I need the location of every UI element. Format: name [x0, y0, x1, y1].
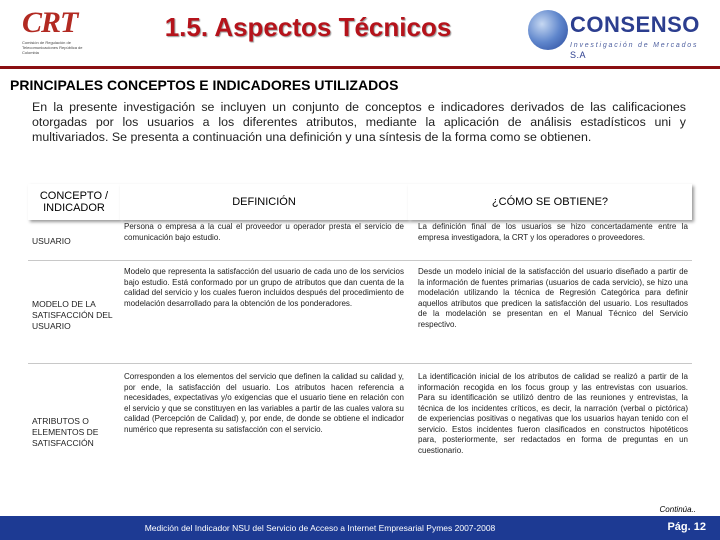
how-cell: Desde un modelo inicial de la satisfacción del usuario diseñado a partir de la información de fuentes primarias (usuarios de cada servicio), se hizo una modelación utilizando la técnica de Regresión Categórica para definir aquellos atributos que predicen la satisfacción del usuario. Los resultados de la modelación se presentan en el Manual Técnico del Servicio respectivo. — [408, 261, 692, 364]
intro-paragraph: En la presente investigación se incluyen un conjunto de conceptos e indicadores derivados de las calificaciones otorgadas por los usuarios a los diferentes atributos, mediante la aplicación de análisis estadísticos uni y multivariados. Se presenta a continuación una definición y una síntesis de la forma como se obtienen. — [32, 100, 686, 144]
definition-cell: Corresponden a los elementos del servicio que definen la calidad su calidad y, por ende, la satisfacción del usuario. Los atributos hacen referencia a necesidades, expectativas y/o exigencias que el usuario tiene en relación con el servicio y que se constituyen en las variables a partir de las cuales valora su calidad (Percepción de Calidad) y, por ende, de donde se obtiene el indicador numérico que representa su satisfacción con el servicio. — [124, 372, 404, 434]
concept-cell: MODELO DE LA SATISFACCIÓN DEL USUARIO — [28, 261, 120, 364]
consenso-tagline: Investigación de Mercados — [570, 42, 699, 49]
definition-cell: Modelo que representa la satisfacción del usuario de cada uno de los servicios bajo estudio. Está conformado por un grupo de atributos que dan cuenta de la calidad del servicio y los cuales fueron incluidos después del procedimiento de modelación desarrollado para la obtención de los ponderadores. — [120, 261, 408, 364]
how-cell: La identificación inicial de los atributos de calidad se realizó a partir de la información recogida en los focus group y las entrevistas con usuarios. Para su identificación se utilizó dentro de las reuniones y entrevistas, la técnica de los incidentes críticos, es decir, la narración (verbal o pictórica) de experiencias positivas o negativas que los usuarios hayan tenido con el servicio. Estos incidentes fueron clasificados en constructos hipotéticos para, posteriormente, ser redactados en forma de preguntas en un cuestionario. — [418, 372, 688, 455]
table-row — [28, 364, 692, 493]
concepts-table — [28, 184, 692, 492]
page-header — [0, 0, 720, 66]
section-title: PRINCIPALES CONCEPTOS E INDICADORES UTILIZADOS — [10, 77, 399, 93]
column-header-concept: CONCEPTO / INDICADOR — [28, 184, 120, 220]
crt-logo-subtitle: Comisión de Regulación de Telecomunicaciones República de Colombia — [22, 40, 83, 55]
consenso-logo — [522, 6, 718, 62]
column-header-definition: DEFINICIÓN — [120, 184, 408, 220]
table-header-row — [28, 184, 692, 220]
column-header-how: ¿CÓMO SE OBTIENE? — [408, 184, 692, 220]
definition-cell: Persona o empresa a la cual el proveedor u operador presta el servicio de comunicación bajo estudio. — [120, 220, 408, 261]
concept-cell: USUARIO — [28, 220, 120, 261]
crt-logo — [22, 8, 94, 62]
globe-icon — [528, 10, 568, 50]
table-row — [28, 220, 692, 261]
header-divider — [0, 66, 720, 69]
page-number: Pág. 12 — [667, 521, 706, 533]
footer-text: Medición del Indicador NSU del Servicio de Acceso a Internet Empresarial Pymes 2007-2008 — [144, 523, 496, 533]
table-row — [28, 261, 692, 364]
crt-logo-mark: CRT — [22, 6, 78, 39]
consenso-brand-suffix: S.A — [570, 50, 587, 60]
consenso-brand-name: CONSENSO S.A — [570, 12, 700, 60]
footer-bar — [0, 516, 720, 540]
how-cell: La definición final de los usuarios se hizo concertadamente entre la empresa investigadora, la CRT y los operadores o proveedores. — [408, 220, 692, 261]
continued-note: Continúa.. — [659, 505, 696, 514]
concept-cell: ATRIBUTOS O ELEMENTOS DE SATISFACCIÓN — [32, 415, 99, 448]
page-title: 1.5. Aspectos Técnicos — [164, 12, 452, 42]
